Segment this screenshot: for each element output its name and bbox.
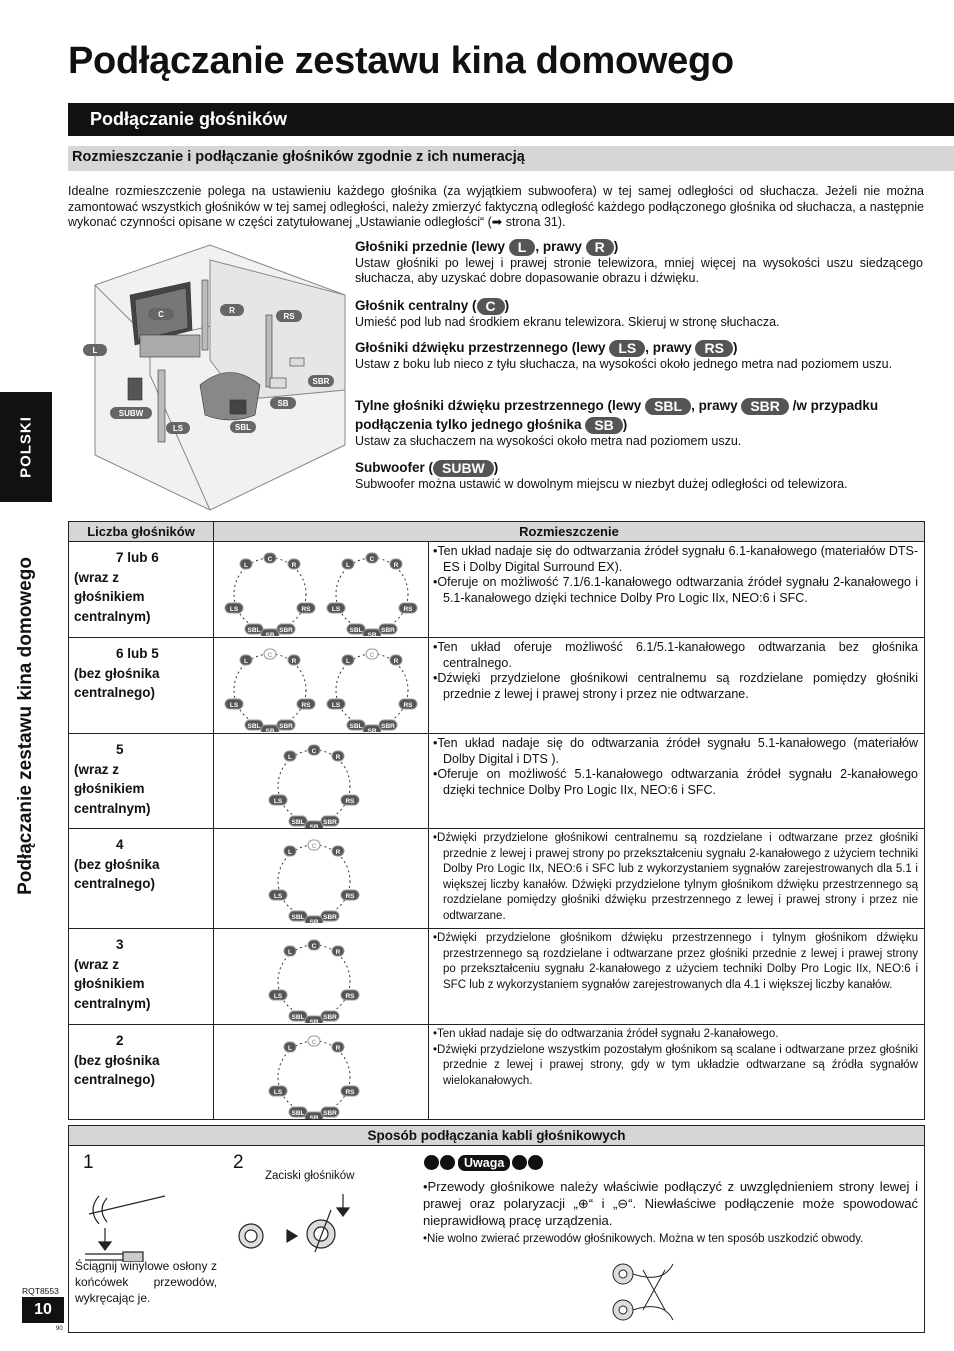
room-label-r: R bbox=[229, 306, 235, 315]
diagram-speaker-label: RS bbox=[345, 1089, 355, 1096]
diagram-speaker-label: SB bbox=[309, 1019, 319, 1023]
speaker-count: 3 bbox=[116, 937, 124, 952]
diagram-speaker-label: SB bbox=[367, 728, 377, 732]
speaker-count-note: centralnego) bbox=[74, 685, 156, 700]
speaker-badge: SBL bbox=[645, 398, 691, 415]
room-label-l: L bbox=[92, 346, 98, 355]
diagram-speaker-label: SBR bbox=[381, 723, 395, 730]
diagram-speaker-label: LS bbox=[229, 702, 239, 709]
speaker-count-note: głośnikiem bbox=[74, 781, 145, 796]
tiny-code: 90 bbox=[56, 1326, 63, 1332]
speaker-description: Ustaw głośniki po lewej i prawej stronie telewizora, mniej więcej na wysokości uszu siedzącego słuchacza, aby uzyskać dobre dopasowanie obrazu i dźwięku. bbox=[355, 256, 923, 285]
diagram-speaker-label: R bbox=[393, 562, 399, 569]
diagram-speaker-label: L bbox=[244, 562, 248, 569]
speaker-badge: RS bbox=[695, 340, 732, 357]
note-label: Uwaga bbox=[458, 1155, 510, 1171]
step-2-number: 2 bbox=[233, 1152, 244, 1173]
speaker-desc-3 bbox=[355, 396, 923, 449]
language-tab: POLSKI bbox=[0, 392, 52, 502]
diagram-speaker-label: L bbox=[288, 949, 292, 956]
speaker-count-note: centralnego) bbox=[74, 1072, 156, 1087]
subsection-heading: Rozmieszczanie i podłączanie głośników zgodnie z ich numeracją bbox=[68, 146, 954, 171]
diagram-speaker-label: SB bbox=[309, 919, 319, 923]
room-label-sbl: SBL bbox=[235, 423, 251, 432]
speaker-description: Ustaw za słuchaczem na wysokości około metra nad poziomem uszu. bbox=[355, 434, 742, 448]
section-heading: Podłączanie głośników bbox=[68, 103, 954, 136]
table-row bbox=[69, 734, 925, 829]
diagram-speaker-label: L bbox=[288, 1045, 292, 1052]
diagram-speaker-label: R bbox=[291, 658, 297, 665]
table-header-layout: Rozmieszczenie bbox=[214, 522, 925, 542]
diagram-speaker-label: R bbox=[335, 949, 341, 956]
speaker-desc-0 bbox=[355, 237, 923, 286]
speaker-count: 7 lub 6 bbox=[116, 550, 159, 565]
speaker-config-table bbox=[68, 521, 925, 1120]
diagram-speaker-label: LS bbox=[273, 893, 283, 900]
speaker-description: Subwoofer można ustawić w dowolnym miejscu w niezbyt dużej odległości od telewizora. bbox=[355, 477, 848, 491]
table-row bbox=[69, 1025, 925, 1120]
diagram-speaker-label: C bbox=[311, 748, 317, 755]
model-number: RQT8553 bbox=[22, 1286, 59, 1296]
diagram-speaker-label: R bbox=[335, 1045, 341, 1052]
diagram-speaker-label: SBL bbox=[291, 914, 305, 921]
room-label-sbr: SBR bbox=[312, 377, 330, 386]
room-label-c: C bbox=[158, 310, 164, 319]
diagram-speaker-label: C bbox=[267, 652, 273, 659]
diagram-speaker-label: C bbox=[311, 843, 317, 850]
diagram-speaker-label: SBR bbox=[323, 819, 337, 826]
table-header-count: Liczba głośników bbox=[69, 522, 214, 542]
speaker-layout-diagram bbox=[264, 935, 364, 1023]
speaker-layout-diagram bbox=[322, 548, 422, 636]
page-number: 10 bbox=[22, 1297, 64, 1323]
speaker-badge: L bbox=[509, 239, 536, 256]
diagram-speaker-label: C bbox=[369, 556, 375, 563]
diagram-speaker-label: SB bbox=[265, 632, 275, 636]
diagram-speaker-label: C bbox=[369, 652, 375, 659]
intro-text: Idealne rozmieszczenie polega na ustawieniu każdego głośnika (za wyjątkiem subwoofera) w tej samej odległości od słuchacza. Jeżeli nie można zamontować wszystkich głośników w tej samej odległości, należy zmierzyć faktyczną odległość każdego podłączonego głośnika od słuchacza, a następnie wykonać czynności opisane w części zatytułowanej „Ustawianie odległości“ (➡ strona 31). bbox=[68, 184, 924, 229]
diagram-speaker-label: RS bbox=[403, 606, 413, 613]
table-row bbox=[69, 829, 925, 929]
speaker-layout-diagram bbox=[322, 644, 422, 732]
room-label-rs: RS bbox=[283, 312, 295, 321]
speaker-layout-diagram bbox=[220, 644, 320, 732]
speaker-desc-1 bbox=[355, 296, 923, 330]
diagram-speaker-label: SBL bbox=[291, 1110, 305, 1117]
table-row bbox=[69, 542, 925, 638]
speaker-count: 4 bbox=[116, 837, 124, 852]
diagram-speaker-label: SBL bbox=[291, 819, 305, 826]
note-short-circuit: •Nie wolno zwierać przewodów głośnikowych. Można w ten sposób uszkodzić obwody. bbox=[423, 1233, 864, 1245]
diagram-speaker-label: SB bbox=[309, 824, 319, 828]
speaker-heading: Głośnik centralny ( C ) bbox=[355, 297, 510, 314]
diagram-speaker-label: L bbox=[288, 754, 292, 761]
speaker-count-note: centralnym) bbox=[74, 608, 151, 624]
diagram-speaker-label: L bbox=[346, 562, 350, 569]
note-polarity: •Przewody głośnikowe należy właściwie podłączyć z uwzględnieniem strony lewej i prawej oraz polaryzacji „⊕“ i „⊖“. Niewłaściwe podłączenie może spowodować nieprawidłową pracę urządzenia. bbox=[423, 1179, 918, 1228]
speaker-layout-diagram bbox=[264, 1031, 364, 1119]
diagram-speaker-label: L bbox=[244, 658, 248, 665]
diagram-speaker-label: C bbox=[267, 556, 273, 563]
speaker-count-note: głośnikiem bbox=[74, 976, 145, 991]
diagram-speaker-label: SB bbox=[367, 632, 377, 636]
speaker-count-note: głośnikiem bbox=[74, 589, 145, 604]
speaker-count: 6 lub 5 bbox=[116, 646, 159, 661]
diagram-speaker-label: SBR bbox=[279, 627, 293, 634]
speaker-count-note: (bez głośnika bbox=[74, 665, 160, 681]
diagram-speaker-label: LS bbox=[229, 606, 239, 613]
layout-bullet: •Ten układ nadaje się do odtwarzania źródeł sygnału 2-kanałowego. bbox=[433, 1028, 779, 1040]
speaker-badge: SBR bbox=[741, 398, 789, 415]
diagram-speaker-label: RS bbox=[345, 993, 355, 1000]
diagram-speaker-label: SBR bbox=[323, 1014, 337, 1021]
diagram-speaker-label: SBR bbox=[323, 914, 337, 921]
diagram-speaker-label: RS bbox=[301, 606, 311, 613]
diagram-speaker-label: SB bbox=[265, 728, 275, 732]
speaker-count-note: (wraz z bbox=[74, 569, 120, 585]
diagram-speaker-label: SBL bbox=[291, 1014, 305, 1021]
layout-bullet: •Dźwięki przydzielone głośnikom dźwięku przestrzennego i tylnym głośnikom dźwięku przestrzennego są rozdzielane i odtwarzane przez głośniki przednie z lewej i prawej strony po przekształceniu sygnału 2-kanałowego z użyciem techniki Dolby Pro Logic IIx, NEO:6 i SFC lub z wykorzystaniem sygnałów zarejestrowanych dla 4.1 i większej liczby kanałów. bbox=[433, 932, 918, 991]
step-1-number: 1 bbox=[83, 1152, 94, 1173]
diagram-speaker-label: C bbox=[311, 1039, 317, 1046]
terminal-illustration bbox=[231, 1190, 361, 1260]
diagram-speaker-label: SBL bbox=[247, 627, 261, 634]
layout-bullet: •Ten układ oferuje możliwość 6.1/5.1-kanałowego odtwarzania bez głośnika centralnego. bbox=[433, 640, 918, 670]
room-label-sb: SB bbox=[277, 399, 289, 408]
speaker-desc-4 bbox=[355, 458, 923, 492]
speaker-layout-diagram bbox=[220, 548, 320, 636]
diagram-speaker-label: SBL bbox=[349, 627, 363, 634]
diagram-speaker-label: SBL bbox=[247, 723, 261, 730]
speaker-description: Ustaw z boku lub nieco z tyłu słuchacza, na wysokości około jednego metra nad poziomem uszu. bbox=[355, 357, 893, 371]
speaker-count: 2 bbox=[116, 1033, 124, 1048]
speaker-count-note: centralnym) bbox=[74, 995, 151, 1011]
side-chapter-title: Podłączanie zestawu kina domowego bbox=[15, 557, 36, 895]
room-label-subw: SUBW bbox=[118, 409, 144, 418]
short-circuit-illustration bbox=[599, 1256, 679, 1330]
diagram-speaker-label: LS bbox=[273, 993, 283, 1000]
speaker-count-note: (bez głośnika bbox=[74, 856, 160, 872]
note-banner bbox=[424, 1154, 544, 1172]
speaker-description: Umieść pod lub nad środkiem ekranu telewizora. Skieruj w stronę słuchacza. bbox=[355, 315, 780, 329]
diagram-speaker-label: RS bbox=[345, 893, 355, 900]
diagram-speaker-label: LS bbox=[273, 798, 283, 805]
diagram-speaker-label: R bbox=[291, 562, 297, 569]
diagram-speaker-label: SBL bbox=[349, 723, 363, 730]
diagram-speaker-label: LS bbox=[331, 702, 341, 709]
room-illustration bbox=[80, 240, 350, 512]
layout-bullet: •Ten układ nadaje się do odtwarzania źródeł sygnału 6.1-kanałowego (materiałów DTS-ES i Dolby Digital Surround EX). bbox=[433, 544, 918, 574]
speaker-heading: Głośniki dźwięku przestrzennego (lewy LS , prawy RS ) bbox=[355, 339, 738, 356]
table-row bbox=[69, 638, 925, 734]
cable-section bbox=[68, 1125, 925, 1333]
diagram-speaker-label: L bbox=[346, 658, 350, 665]
diagram-speaker-label: SBR bbox=[279, 723, 293, 730]
layout-bullet: •Dźwięki przydzielone głośnikowi centralnemu są rozdzielane pomiędzy głośniki przednie z lewej i prawej strony i przez nie odtwarzane. bbox=[433, 671, 918, 701]
speaker-count-note: (bez głośnika bbox=[74, 1052, 160, 1068]
layout-bullet: •Ten układ nadaje się do odtwarzania źródeł sygnału 5.1-kanałowego (materiałów Dolby Digital i DTS ). bbox=[433, 736, 918, 766]
diagram-speaker-label: LS bbox=[331, 606, 341, 613]
speaker-layout-diagram bbox=[264, 835, 364, 923]
table-row bbox=[69, 929, 925, 1025]
speaker-heading: Tylne głośniki dźwięku przestrzennego (lewy SBL , prawy SBR /w przypadku podłączenia tylko jednego głośnika SB ) bbox=[355, 397, 879, 433]
diagram-speaker-label: L bbox=[288, 849, 292, 856]
speaker-badge: SUBW bbox=[433, 460, 494, 477]
speaker-count-note: (wraz z bbox=[74, 761, 120, 777]
speaker-count-note: centralnego) bbox=[74, 876, 156, 891]
page-title: Podłączanie zestawu kina domowego bbox=[68, 40, 734, 82]
speaker-badge: C bbox=[477, 298, 505, 315]
layout-bullet: •Oferuje on możliwość 7.1/6.1-kanałowego odtwarzania źródeł sygnału 2-kanałowego i 5.1-kanałowego dzięki technice Dolby Pro Logic IIx, NEO:6 i SFC. bbox=[433, 575, 918, 605]
speaker-badge: R bbox=[586, 239, 614, 256]
clamp-label: Zaciski głośników bbox=[265, 1170, 355, 1182]
speaker-badge: SB bbox=[585, 417, 622, 434]
cable-header: Sposób podłączania kabli głośnikowych bbox=[69, 1126, 924, 1146]
speaker-desc-2 bbox=[355, 338, 923, 372]
diagram-speaker-label: SBR bbox=[381, 627, 395, 634]
diagram-speaker-label: C bbox=[311, 943, 317, 950]
strip-caption: Ściągnij winylowe osłony z końcówek przewodów, wykręcając je. bbox=[75, 1259, 217, 1305]
diagram-speaker-label: R bbox=[335, 849, 341, 856]
speaker-badge: LS bbox=[609, 340, 645, 357]
diagram-speaker-label: SB bbox=[309, 1115, 319, 1119]
diagram-speaker-label: LS bbox=[273, 1089, 283, 1096]
diagram-speaker-label: RS bbox=[345, 798, 355, 805]
speaker-count: 5 bbox=[116, 742, 124, 757]
speaker-heading: Głośniki przednie (lewy L , prawy R ) bbox=[355, 238, 619, 255]
layout-bullet: •Dźwięki przydzielone głośnikowi centralnemu są rozdzielane i odtwarzane przez głośniki przednie z lewej i prawej strony po przekształceniu sygnału 2-kanałowego z użyciem techniki Dolby Pro Logic IIx, NEO:6 i SFC lub z wykorzystaniem sygnałów zarejestrowanych dla 5.1 i większej liczby kanałów. Dźwięki przydzielone tylnym głośnikom dźwięku przestrzennego są rozdzielane pomiędzy głośniki dźwięku przestrzennego z lewej i prawej strony i przez nie odtwarzane. bbox=[433, 832, 918, 922]
layout-bullet: •Dźwięki przydzielone wszystkim pozostałym głośnikom są scalane i odtwarzane przez głośniki przednie z lewej i prawej strony, gdy w tym układzie odtwarzane są źródła sygnałów wielokanałowych. bbox=[433, 1043, 918, 1087]
speaker-heading: Subwoofer ( SUBW ) bbox=[355, 459, 499, 476]
speaker-count-note: (wraz z bbox=[74, 956, 120, 972]
room-label-ls: LS bbox=[172, 424, 184, 433]
strip-wire-illustration bbox=[79, 1186, 179, 1262]
speaker-count-note: centralnym) bbox=[74, 800, 151, 816]
diagram-speaker-label: R bbox=[335, 754, 341, 761]
diagram-speaker-label: RS bbox=[301, 702, 311, 709]
diagram-speaker-label: R bbox=[393, 658, 399, 665]
diagram-speaker-label: RS bbox=[403, 702, 413, 709]
diagram-speaker-label: SBR bbox=[323, 1110, 337, 1117]
speaker-layout-diagram bbox=[264, 740, 364, 828]
layout-bullet: •Oferuje on możliwość 5.1-kanałowego odtwarzania źródeł sygnału 2-kanałowego dzięki technice Dolby Pro Logic IIx, NEO:6 i SFC. bbox=[433, 767, 918, 797]
